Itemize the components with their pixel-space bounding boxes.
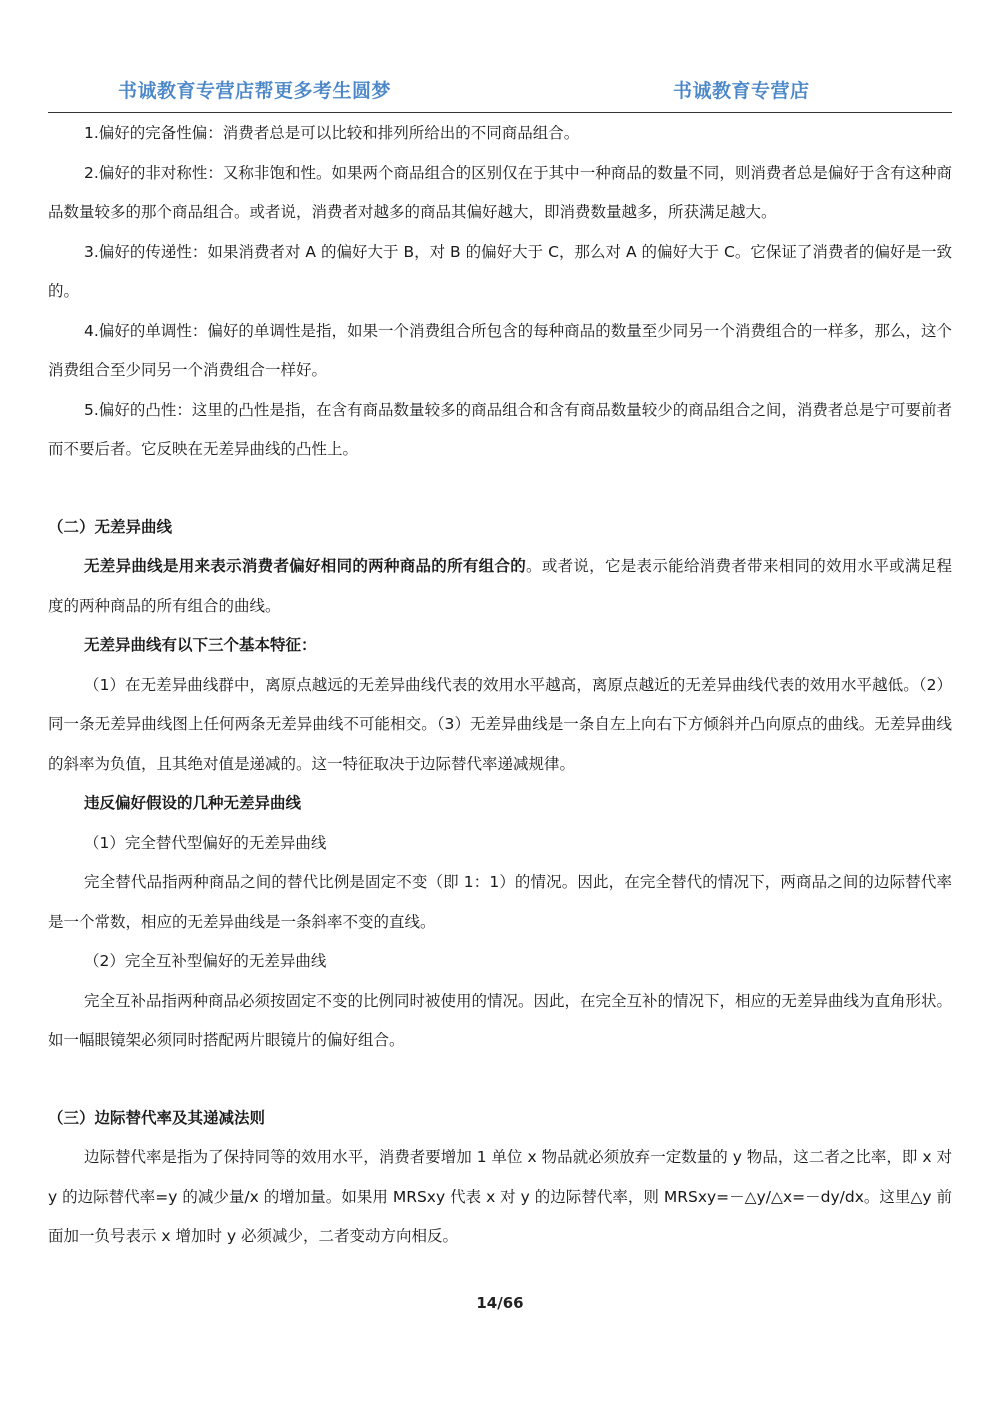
definition-bold-text: 无差异曲线是用来表示消费者偏好相同的两种商品的所有组合的 (84, 557, 527, 575)
section-heading-indifference-curve: （二）无差异曲线 (48, 517, 173, 536)
paragraph-perfect-complements: 完全互补品指两种商品必须按固定不变的比例同时被使用的情况。因此，在完全互补的情况下，相应的无差异曲线为直角形状。如一幅眼镜架必须同时搭配两片眼镜片的偏好组合。 (48, 991, 953, 1049)
subheading-perfect-substitutes: （1）完全替代型偏好的无差异曲线 (84, 833, 327, 852)
paragraph-mrs-definition: 边际替代率是指为了保持同等的效用水平，消费者要增加 1 单位 x 物品就必须放弃一定数量的 y 物品，这二者之比率，即 x 对 y 的边际替代率=y 的减少量/x 的增加量。如果用 MRSxy 代表 x 对 y 的边际替代率，则 MRSxy=－△y/△x=－dy/dx。这里△y 前面加一负号表示 x 增加时 y 必须减少，二者变动方向相反。 (48, 1148, 952, 1245)
paragraph-perfect-substitutes: 完全替代品指两种商品之间的替代比例是固定不变（即 1：1）的情况。因此，在完全替代的情况下，两商品之间的边际替代率是一个常数，相应的无差异曲线是一条斜率不变的直线。 (48, 873, 952, 931)
paragraph-transitivity: 3.偏好的传递性：如果消费者对 A 的偏好大于 B，对 B 的偏好大于 C，那么对 A 的偏好大于 C。它保证了消费者的偏好是一致的。 (48, 242, 952, 300)
page-separator: / (497, 1294, 503, 1312)
subheading-perfect-complements: （2）完全互补型偏好的无差异曲线 (84, 952, 327, 970)
subheading-violations: 违反偏好假设的几种无差异曲线 (84, 794, 302, 812)
paragraph-monotonicity: 4.偏好的单调性：偏好的单调性是指，如果一个消费组合所包含的每种商品的数量至少同另一个消费组合的一样多，那么，这个消费组合至少同另一个消费组合一样好。 (48, 321, 952, 379)
paragraph-three-features: （1）在无差异曲线群中，离原点越远的无差异曲线代表的效用水平越高，离原点越近的无差异曲线代表的效用水平越低。（2）同一条无差异曲线图上任何两条无差异曲线不可能相交。（3）无差异曲线是一条自左上向右下方倾斜并凸向原点的曲线。无差异曲线的斜率为负值，且其绝对值是递减的。这一特征取决于边际替代率递减规律。 (48, 675, 952, 773)
paragraph-completeness: 1.偏好的完备性偏：消费者总是可以比较和排列所给出的不同商品组合。 (84, 124, 580, 142)
spacer (48, 470, 952, 508)
current-page: 14 (476, 1294, 498, 1312)
paragraph-indifference-definition (48, 547, 952, 626)
header-right-title: 书诚教育专营店 (673, 80, 810, 102)
subheading-three-features: 无差异曲线有以下三个基本特征： (84, 636, 317, 654)
definition-rest-text: 。或者说，它是表示能给消费者带来相同的效用水平或满足程度的两种商品的所有组合的曲线。 (48, 557, 952, 615)
total-pages: 66 (502, 1294, 524, 1312)
header-left-title: 书诚教育专营店帮更多考生圆梦 (118, 80, 392, 102)
paragraph-convexity: 5.偏好的凸性：这里的凸性是指，在含有商品数量较多的商品组合和含有商品数量较少的商品组合之间，消费者总是宁可要前者而不要后者。它反映在无差异曲线的凸性上。 (48, 400, 952, 458)
section-heading-mrs: （三）边际替代率及其递减法则 (48, 1108, 266, 1127)
spacer (48, 1061, 952, 1099)
page-number (0, 1294, 1000, 1312)
document-body (48, 114, 952, 1257)
page-header (48, 68, 952, 113)
paragraph-non-satiation: 2.偏好的非对称性：又称非饱和性。如果两个商品组合的区别仅在于其中一种商品的数量不同，则消费者总是偏好于含有这种商品数量较多的那个商品组合。或者说，消费者对越多的商品其偏好越大，即消费数量越多，所获满足越大。 (48, 163, 952, 221)
